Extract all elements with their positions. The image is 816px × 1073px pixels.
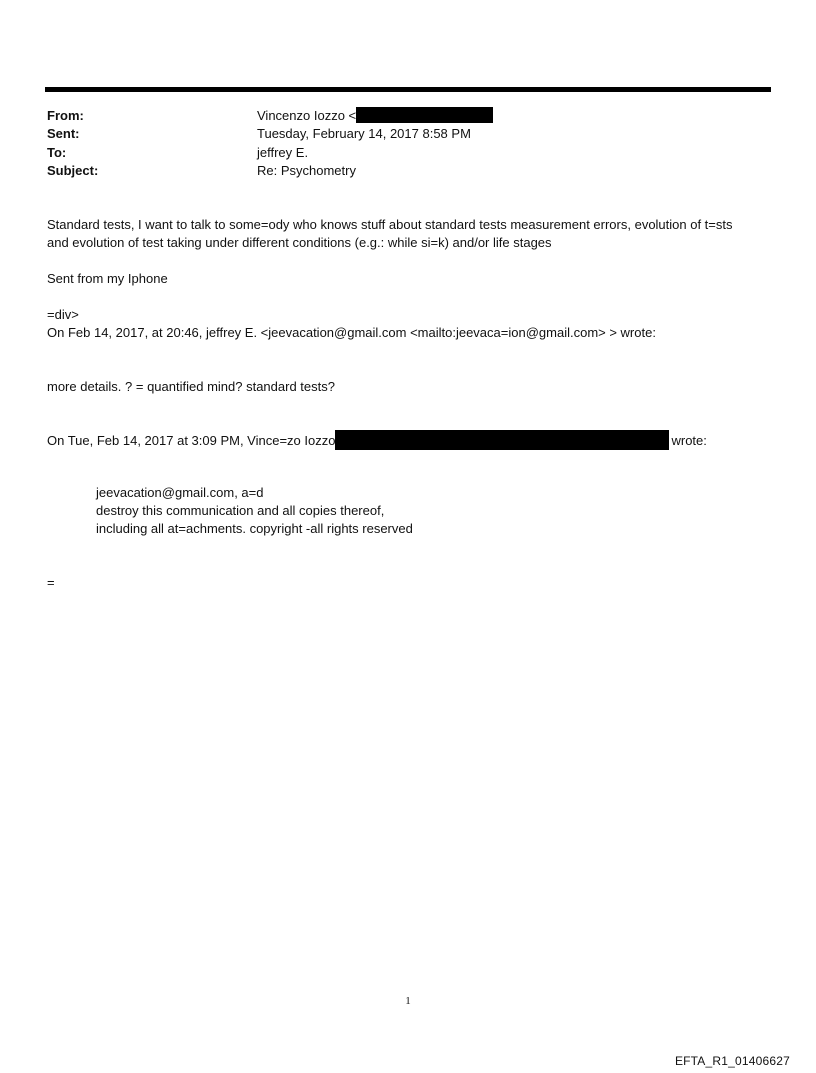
from-sender-name: Vincenzo Iozzo < [257,108,357,123]
sent-label: Sent: [47,126,80,141]
page-number: 1 [405,995,411,1007]
redaction-box [356,107,493,123]
quote-header-line: On Feb 14, 2017, at 20:46, jeffrey E. <jeevacation@gmail.com <mailto:jeevaca=ion@gmail.com> > wrote: [47,325,656,340]
from-label: From: [47,108,84,123]
div-tag-line: =div> [47,307,79,322]
quoted-line-1: jeevacation@gmail.com, a=d [96,485,264,500]
sent-value: Tuesday, February 14, 2017 8:58 PM [257,126,471,141]
document-id: EFTA_R1_01406627 [674,1054,790,1068]
subject-label: Subject: [47,163,99,178]
reply-header-prefix: On Tue, Feb 14, 2017 at 3:09 PM, Vince=zo Iozzo [47,433,336,448]
reply-header-line [47,430,777,450]
to-value: jeffrey E. [257,145,309,160]
trailing-equals: = [47,575,55,590]
body-line-2: and evolution of test taking under different conditions (e.g.: while si=k) and/or life stages [47,235,552,250]
to-label: To: [47,145,67,160]
question-line: more details. ? = quantified mind? standard tests? [47,379,335,394]
body-line-1: Standard tests, I want to talk to some=ody who knows stuff about standard tests measurement errors, evolution of t=sts [47,217,733,232]
quoted-line-2: destroy this communication and all copies thereof, [96,503,385,518]
signature-line: Sent from my Iphone [47,271,168,286]
header-divider-rule [45,87,771,92]
from-value [257,107,493,125]
quoted-line-3: including all at=achments. copyright -all rights reserved [96,521,413,536]
subject-value: Re: Psychometry [257,163,356,178]
redaction-box [335,430,669,450]
reply-header-suffix: wrote: [671,433,707,448]
